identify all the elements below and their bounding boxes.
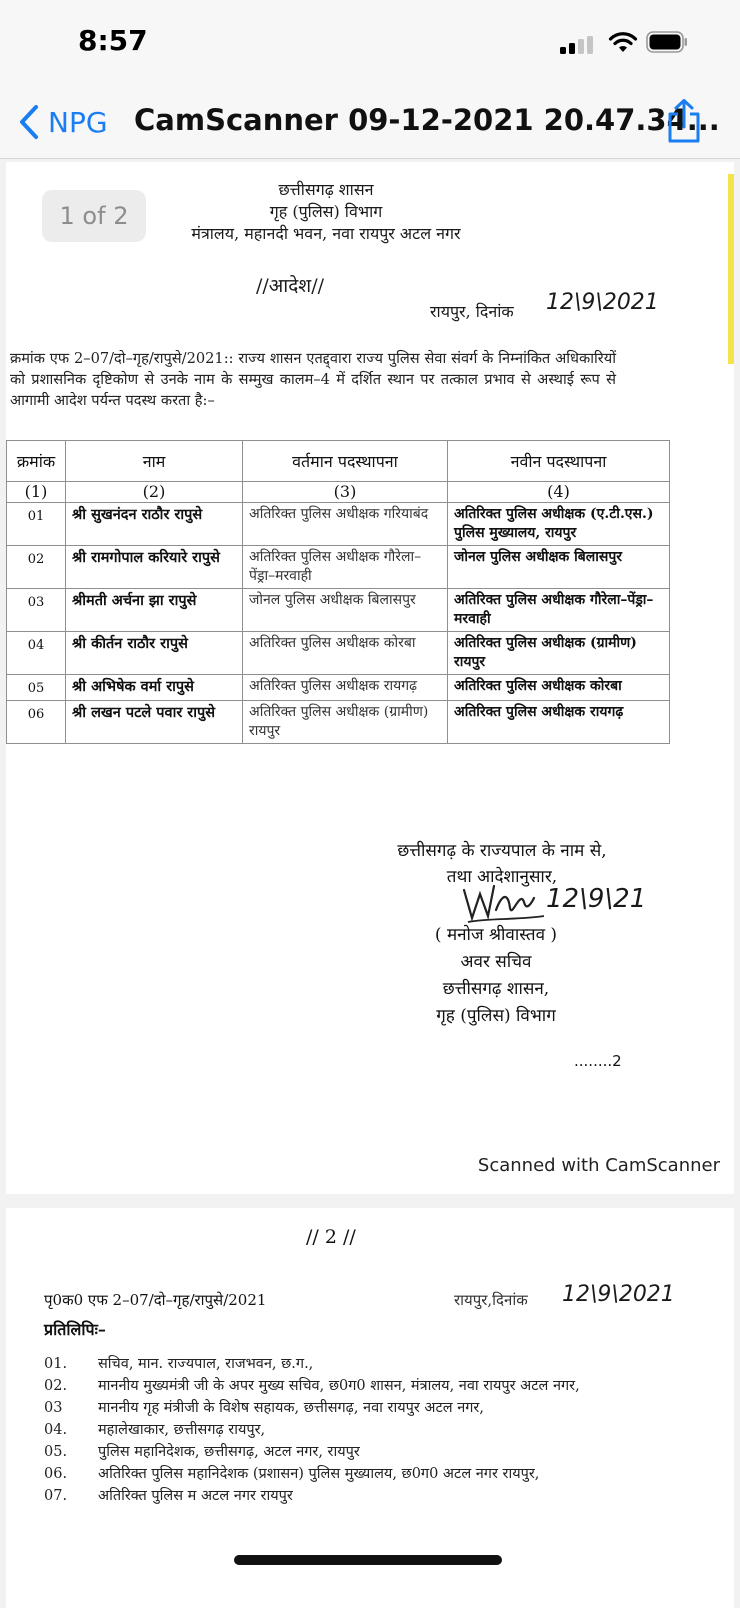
list-item-number: 01.: [44, 1356, 68, 1372]
battery-icon: [646, 31, 688, 53]
row-name: श्री लखन पटले पवार रापुसे: [66, 701, 243, 744]
list-item-text: महालेखाकार, छत्तीसगढ़ रायपुर,: [98, 1422, 266, 1438]
row-current-posting: अतिरिक्त पुलिस अधीक्षक रायगढ़: [243, 675, 448, 701]
list-item: [44, 1442, 664, 1462]
scan-edge-mark: [728, 174, 734, 364]
row-current-posting: अतिरिक्त पुलिस अधीक्षक गौरेला–पेंड्रा–मरवाही: [243, 546, 448, 589]
row-name: श्रीमती अर्चना झा रापुसे: [66, 589, 243, 632]
page-indicator: 1 of 2: [42, 190, 146, 242]
table-row: [7, 589, 670, 632]
page-2-marker: // 2 //: [306, 1226, 356, 1248]
wifi-icon: [608, 30, 638, 54]
cellular-signal-icon: [560, 36, 596, 54]
posting-table: [6, 440, 670, 744]
order-paragraph: क्रमांक एफ 2–07/दो–गृह/रापुसे/2021:: राज्य शासन एतद्द्वारा राज्य पुलिस सेवा संवर्ग के निम्नांकित अधिकारियों को प्रशासनिक दृष्टिकोण से उनके नाम के सम्मुख कालम–4 में दर्शित स्थान पर तत्काल प्रभाव से अस्थाई रूप से आगामी आदेश पर्यन्त पदस्थ करता है:–: [10, 350, 616, 409]
list-item-text: अतिरिक्त पुलिस म अटल नगर रायपुर: [98, 1488, 293, 1504]
list-item-text: माननीय गृह मंत्रीजी के विशेष सहायक, छत्तीसगढ़, नवा रायपुर अटल नगर,: [98, 1400, 484, 1416]
column-number: (3): [243, 482, 448, 503]
signature-block: [406, 922, 586, 1030]
list-item: [44, 1486, 664, 1506]
handwritten-date: 12\9\2021: [546, 290, 659, 315]
document-page-2[interactable]: [6, 1208, 734, 1608]
header-new-posting: नवीन पदस्थापना: [448, 441, 670, 482]
table-header-row: [7, 441, 670, 482]
signature-scribble: [458, 880, 548, 924]
dept-heading: गृह (पुलिस) विभाग: [269, 202, 383, 221]
list-item-text: सचिव, मान. राज्यपाल, राजभवन, छ.ग.,: [98, 1356, 314, 1372]
chevron-left-icon: [18, 104, 40, 140]
header-sno: क्रमांक: [7, 441, 66, 482]
table-row: [7, 701, 670, 744]
signatory-name: ( मनोज श्रीवास्तव ): [434, 925, 558, 945]
list-item: [44, 1398, 664, 1418]
list-item: [44, 1464, 664, 1484]
page-2-handwritten-date: 12\9\2021: [562, 1282, 675, 1307]
table-row: [7, 546, 670, 589]
column-number: (4): [448, 482, 670, 503]
table-row: [7, 503, 670, 546]
navigation-bar: [0, 86, 740, 159]
table-row: [7, 675, 670, 701]
list-item-number: 03: [44, 1400, 63, 1416]
list-item: [44, 1376, 664, 1396]
address-heading: मंत्रालय, महानदी भवन, नवा रायपुर अटल नगर: [191, 224, 461, 243]
row-sno: 01: [7, 503, 66, 546]
row-current-posting: अतिरिक्त पुलिस अधीक्षक गरियाबंद: [243, 503, 448, 546]
scanner-watermark: Scanned with CamScanner: [477, 1155, 720, 1176]
header-name: नाम: [66, 441, 243, 482]
list-item-number: 04.: [44, 1422, 68, 1438]
column-number-row: [7, 482, 670, 503]
header-current-posting: वर्तमान पदस्थापना: [243, 441, 448, 482]
row-sno: 06: [7, 701, 66, 744]
list-item-number: 05.: [44, 1444, 68, 1460]
closing-line-2: तथा आदेशानुसार,: [446, 867, 558, 887]
redaction-mark: [234, 1555, 502, 1565]
row-current-posting: अतिरिक्त पुलिस अधीक्षक कोरबा: [243, 632, 448, 675]
list-item-number: 06.: [44, 1466, 68, 1482]
signatory-govt: छत्तीसगढ़ शासन,: [442, 979, 550, 999]
row-name: श्री रामगोपाल करियारे रापुसे: [66, 546, 243, 589]
document-title: CamScanner 09-12-2021 20.47.34...: [134, 103, 720, 137]
copy-to-label: प्रतिलिपिः–: [44, 1320, 106, 1339]
list-item-text: माननीय मुख्यमंत्री जी के अपर मुख्य सचिव, छ0ग0 शासन, मंत्रालय, नवा रायपुर अटल नगर,: [98, 1378, 580, 1394]
row-new-posting: जोनल पुलिस अधीक्षक बिलासपुर: [448, 546, 670, 589]
list-item-text: अतिरिक्त पुलिस महानिदेशक (प्रशासन) पुलिस मुख्यालय, छ0ग0 अटल नगर रायपुर,: [98, 1466, 540, 1482]
signatory-dept: गृह (पुलिस) विभाग: [436, 1006, 556, 1026]
share-icon[interactable]: [664, 98, 704, 144]
list-item: [44, 1354, 664, 1374]
status-time: 8:57: [78, 24, 148, 57]
page-2-place-date: रायपुर,दिनांक: [454, 1291, 528, 1309]
back-label: NPG: [48, 105, 108, 139]
column-number: (2): [66, 482, 243, 503]
back-button[interactable]: [18, 100, 108, 144]
row-current-posting: जोनल पुलिस अधीक्षक बिलासपुर: [243, 589, 448, 632]
row-new-posting: अतिरिक्त पुलिस अधीक्षक गौरेला–पेंड्रा–मरवाही: [448, 589, 670, 632]
document-page-1[interactable]: [6, 162, 734, 1194]
row-sno: 04: [7, 632, 66, 675]
order-heading: //आदेश//: [256, 275, 325, 297]
place-date-label: रायपुर, दिनांक: [430, 302, 514, 321]
signatory-designation: अवर सचिव: [460, 952, 532, 972]
signature-date: 12\9\21: [546, 884, 647, 914]
row-sno: 05: [7, 675, 66, 701]
row-new-posting: अतिरिक्त पुलिस अधीक्षक रायगढ़: [448, 701, 670, 744]
row-new-posting: अतिरिक्त पुलिस अधीक्षक (ए.टी.एस.) पुलिस मुख्यालय, रायपुर: [448, 503, 670, 546]
row-name: श्री अभिषेक वर्मा रापुसे: [66, 675, 243, 701]
list-item-number: 07.: [44, 1488, 68, 1504]
row-current-posting: अतिरिक्त पुलिस अधीक्षक (ग्रामीण) रायपुर: [243, 701, 448, 744]
row-sno: 03: [7, 589, 66, 632]
closing-line-1: छत्तीसगढ़ के राज्यपाल के नाम से,: [397, 841, 607, 861]
row-name: श्री सुखनंदन राठौर रापुसे: [66, 503, 243, 546]
govt-heading: छत्तीसगढ़ शासन: [278, 180, 374, 199]
copy-list: [44, 1354, 664, 1508]
list-item: [44, 1420, 664, 1440]
row-new-posting: अतिरिक्त पुलिस अधीक्षक कोरबा: [448, 675, 670, 701]
list-item-number: 02.: [44, 1378, 68, 1394]
row-sno: 02: [7, 546, 66, 589]
column-number: (1): [7, 482, 66, 503]
continued-marker: ........2: [574, 1052, 622, 1070]
table-row: [7, 632, 670, 675]
list-item-text: पुलिस महानिदेशक, छत्तीसगढ़, अटल नगर, रायपुर: [98, 1444, 360, 1460]
status-bar: [0, 0, 740, 86]
row-name: श्री कीर्तन राठौर रापुसे: [66, 632, 243, 675]
row-new-posting: अतिरिक्त पुलिस अधीक्षक (ग्रामीण) रायपुर: [448, 632, 670, 675]
page-2-reference: पृ0क0 एफ 2–07/दो–गृह/रापुसे/2021: [44, 1291, 267, 1309]
